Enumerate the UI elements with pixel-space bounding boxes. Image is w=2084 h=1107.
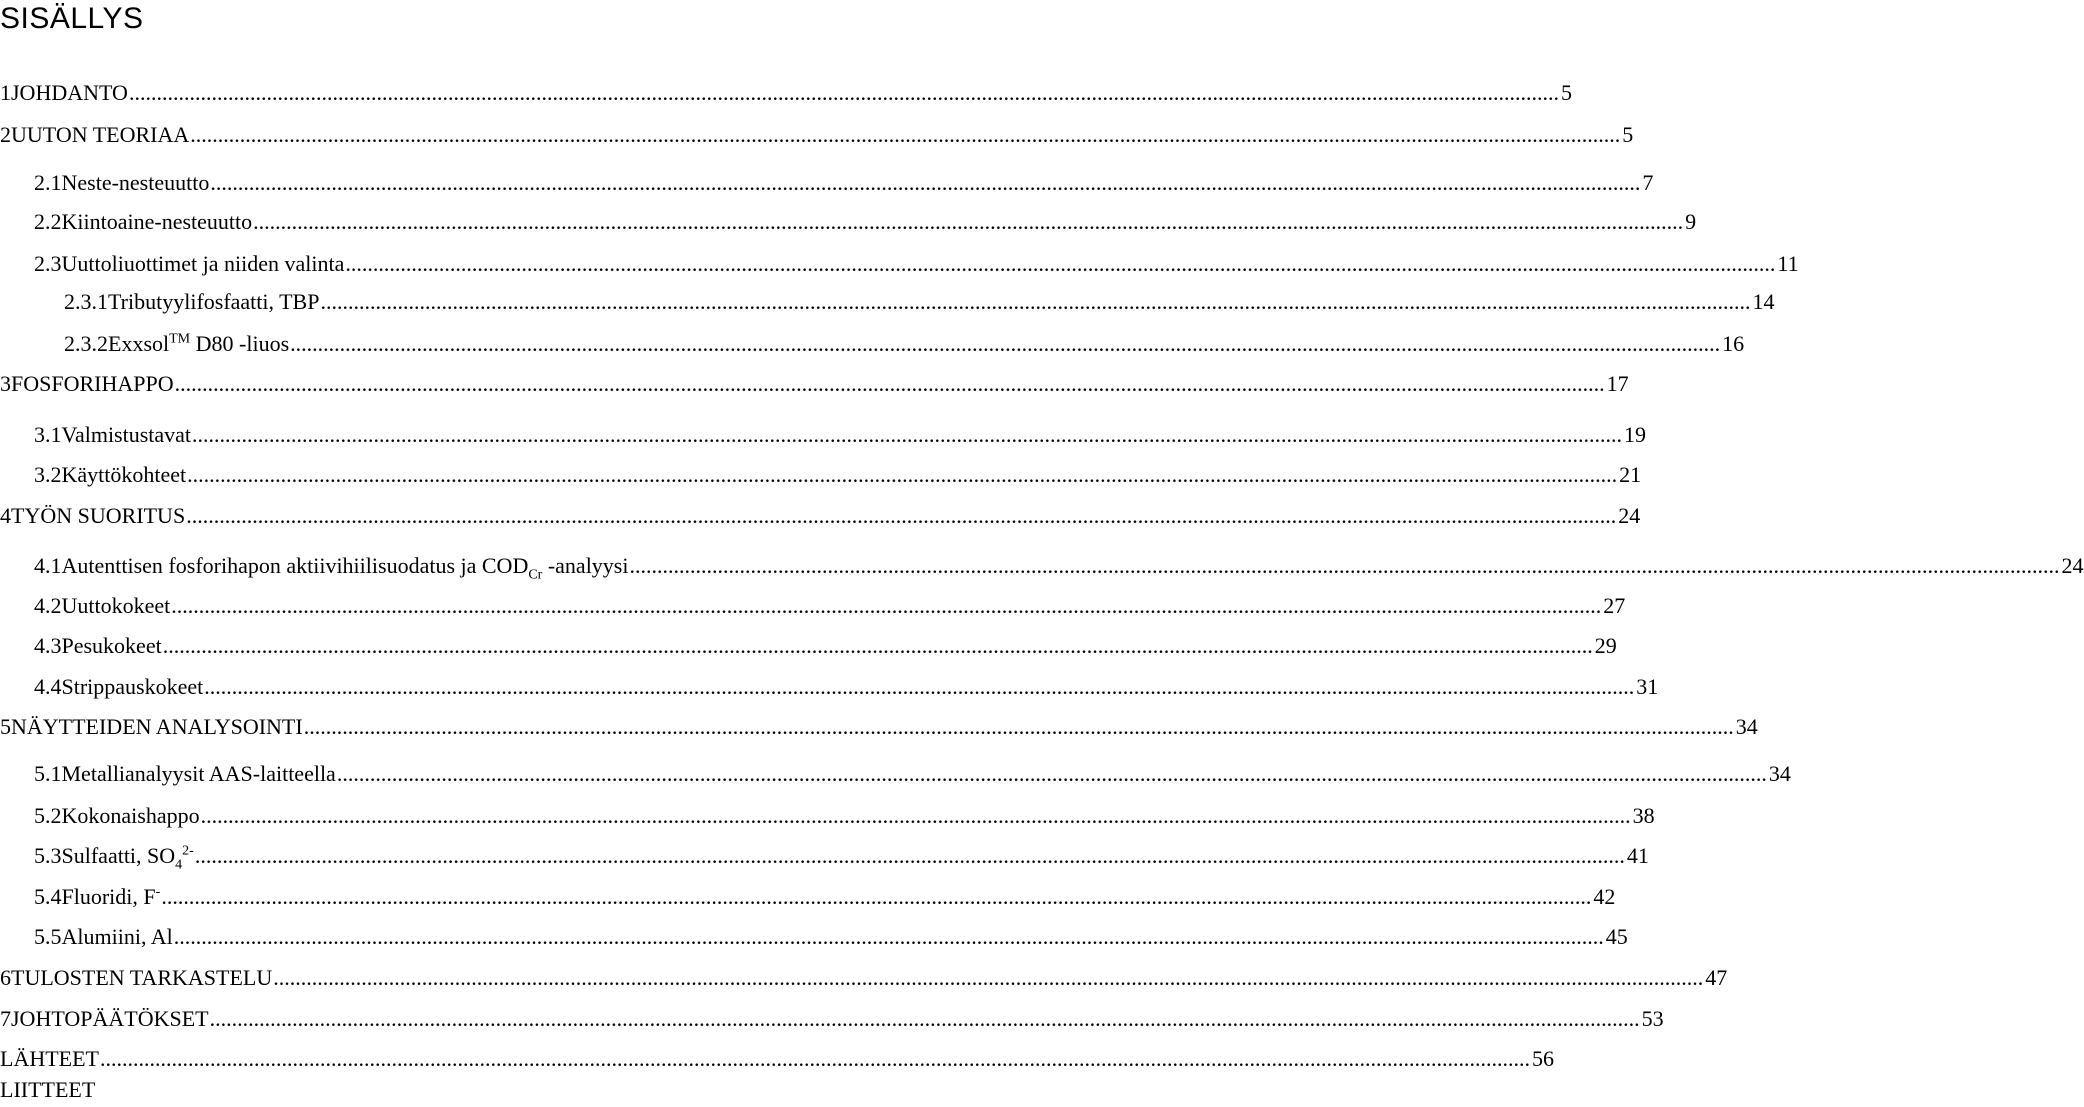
toc-label: JOHTOPÄÄTÖKSET: [11, 1006, 209, 1031]
toc-label: Autenttisen fosforihapon aktiivihiilisuodatus ja $COD_{Cr}$ -analyysi: [61, 553, 629, 583]
toc-page-number: 24: [1618, 503, 1641, 528]
toc-leader-dots: [195, 839, 1625, 873]
toc-label: UUTON TEORIAA: [11, 122, 190, 147]
toc-page-number: 21: [1619, 462, 1642, 487]
toc-entry-strippauskokeet[interactable]: [0, 670, 1659, 704]
toc-entry-kiintoaine-nesteuutto[interactable]: [0, 205, 1697, 239]
toc-leader-dots: [304, 710, 1734, 744]
toc-leader-dots: [210, 166, 1640, 200]
toc-entry-lahteet[interactable]: [0, 1042, 1554, 1076]
toc-label: LÄHTEET: [0, 1046, 99, 1071]
toc-label: Kokonaishappo: [61, 803, 200, 828]
toc-number: 2.2: [34, 209, 62, 234]
toc-label: Exxsol™ D80 -liuos: [108, 331, 290, 356]
toc-page-number: 7: [1642, 170, 1654, 195]
charge-superscript: 2-: [182, 843, 194, 859]
toc-leader-dots: [174, 920, 1604, 954]
toc-label: FOSFORIHAPPO: [11, 371, 174, 396]
toc-entry-uuttokokeet[interactable]: [0, 589, 1626, 623]
toc-entry-metallianalyysit[interactable]: [0, 757, 1791, 791]
toc-entry-tulosten-tarkastelu[interactable]: [0, 961, 1728, 995]
toc-leader-dots: [210, 1002, 1640, 1036]
toc-leader-dots: [175, 367, 1605, 401]
toc-number: 4.4: [34, 674, 62, 699]
toc-number: 2: [0, 122, 11, 147]
toc-number: 5.2: [34, 803, 62, 828]
toc-entry-naytteiden-analysointi[interactable]: [0, 710, 1758, 744]
toc-entry-valmistustavat[interactable]: [0, 418, 1647, 452]
toc-label: Uuttokokeet: [61, 593, 171, 618]
page-title: SISÄLLYS: [0, 2, 144, 35]
toc-leader-dots: [253, 205, 1683, 239]
toc-label: Neste-nesteuutto: [61, 170, 210, 195]
toc-page-number: 42: [1593, 884, 1616, 909]
toc-leader-dots: [192, 418, 1622, 452]
toc-page-number: 47: [1705, 965, 1728, 990]
toc-number: 4: [0, 503, 11, 528]
toc-page-number: 56: [1531, 1046, 1554, 1071]
toc-leader-dots: [190, 118, 1620, 152]
toc-entry-kokonaishappo[interactable]: [0, 799, 1655, 833]
toc-leader-dots: [163, 629, 1593, 663]
toc-entry-fluoridi[interactable]: [0, 880, 1616, 914]
toc-number: 2.3.2: [64, 331, 108, 356]
toc-page-number: 19: [1624, 422, 1647, 447]
toc-page-number: 53: [1641, 1006, 1664, 1031]
toc-entry-neste-nesteuutto[interactable]: [0, 166, 1654, 200]
toc-page-number: 16: [1722, 331, 1745, 356]
toc-entry-sulfaatti[interactable]: [0, 839, 1649, 873]
toc-leader-dots: [290, 327, 1720, 361]
toc-number: 2.3.1: [64, 289, 108, 314]
toc-leader-dots: [187, 458, 1617, 492]
toc-number: 1: [0, 80, 11, 105]
toc-leader-dots: [273, 961, 1703, 995]
toc-label: JOHDANTO: [11, 80, 128, 105]
toc-number: 5.3: [34, 843, 62, 868]
toc-page-number: 27: [1603, 593, 1626, 618]
toc-label: TYÖN SUORITUS: [11, 503, 186, 528]
toc-label: Alumiini, Al: [61, 924, 173, 949]
toc-page-number: 9: [1685, 209, 1697, 234]
toc-entry-fosforihappo[interactable]: [0, 367, 1629, 401]
toc-number: 5.5: [34, 924, 62, 949]
toc-number: 3.1: [34, 422, 62, 447]
toc-number: 6: [0, 965, 11, 990]
toc-number: 5: [0, 714, 11, 739]
toc-label: NÄYTTEIDEN ANALYSOINTI: [11, 714, 303, 739]
toc-entry-pesukokeet[interactable]: [0, 629, 1617, 663]
toc-number: 7: [0, 1006, 11, 1031]
charge-superscript: -: [155, 884, 161, 900]
toc-label: Uuttoliuottimet ja niiden valinta: [61, 251, 345, 276]
toc-page-number: 17: [1606, 371, 1629, 396]
subscript-cr: Cr: [528, 567, 543, 583]
toc-page-number: 31: [1636, 674, 1659, 699]
toc-entry-uuttoliuottimet[interactable]: [0, 247, 1799, 281]
toc-number: 5.1: [34, 761, 62, 786]
toc-entry-exxsol[interactable]: [0, 327, 1745, 361]
subscript-4: 4: [175, 857, 183, 873]
toc-leader-dots: [100, 1042, 1530, 1076]
toc-page-number: 5: [1622, 122, 1634, 147]
toc-leader-dots: [201, 799, 1631, 833]
toc-page-number: 11: [1777, 251, 1799, 276]
toc-number: 3.2: [34, 462, 62, 487]
toc-label: Sulfaatti, $SO_4^{2-}$: [61, 843, 194, 873]
toc-leader-dots: [129, 76, 1559, 110]
toc-label: LIITTEET: [0, 1077, 96, 1102]
toc-page-number: 14: [1752, 289, 1775, 314]
toc-entry-johtopaatokset[interactable]: [0, 1002, 1664, 1036]
toc-leader-dots: [204, 670, 1634, 704]
toc-label: Käyttökohteet: [61, 462, 187, 487]
toc-number: 4.1: [34, 553, 62, 578]
toc-leader-dots: [171, 589, 1601, 623]
toc-label: Strippauskokeet: [61, 674, 204, 699]
toc-leader-dots: [345, 247, 1775, 281]
toc-leader-dots: [186, 499, 1616, 533]
toc-page-number: 29: [1594, 633, 1617, 658]
toc-page-number: 24: [2061, 553, 2084, 578]
toc-label: Valmistustavat: [61, 422, 192, 447]
toc-number: 3: [0, 371, 11, 396]
toc-label: TULOSTEN TARKASTELU: [11, 965, 273, 990]
toc-page-number: 38: [1632, 803, 1655, 828]
toc-number: 4.2: [34, 593, 62, 618]
toc-entry-tributyylifosfaatti[interactable]: [0, 285, 1775, 319]
toc-entry-kayttokohteet[interactable]: [0, 458, 1642, 492]
toc-entry-johdanto[interactable]: [0, 76, 1572, 110]
toc-leader-dots: [161, 880, 1591, 914]
toc-label: Kiintoaine-nesteuutto: [61, 209, 253, 234]
toc-number: 5.4: [34, 884, 62, 909]
toc-leader-dots: [320, 285, 1750, 319]
toc-number: 2.1: [34, 170, 62, 195]
toc-entry-aktiivihiilisuodatus[interactable]: [0, 549, 2084, 583]
toc-label: Fluoridi, F-: [61, 884, 161, 909]
toc-entry-alumiini[interactable]: [0, 920, 1628, 954]
toc-entry-tyon-suoritus[interactable]: [0, 499, 1641, 533]
toc-page-number: 5: [1560, 80, 1572, 105]
toc-label: Tributyylifosfaatti, TBP: [108, 289, 320, 314]
toc-number: 4.3: [34, 633, 62, 658]
trademark-superscript: TM: [169, 331, 191, 347]
toc-page-number: 34: [1768, 761, 1791, 786]
toc-leader-dots: [337, 757, 1767, 791]
toc-page-number: 34: [1735, 714, 1758, 739]
toc-leader-dots: [630, 549, 2060, 583]
toc-page-number: 41: [1626, 843, 1649, 868]
toc-entry-uuton-teoriaa[interactable]: [0, 118, 1634, 152]
toc-label: Metallianalyysit AAS-laitteella: [61, 761, 336, 786]
toc-label: Pesukokeet: [61, 633, 162, 658]
toc-page-number: 45: [1605, 924, 1628, 949]
toc-entry-liitteet[interactable]: [0, 1073, 958, 1107]
toc-number: 2.3: [34, 251, 62, 276]
